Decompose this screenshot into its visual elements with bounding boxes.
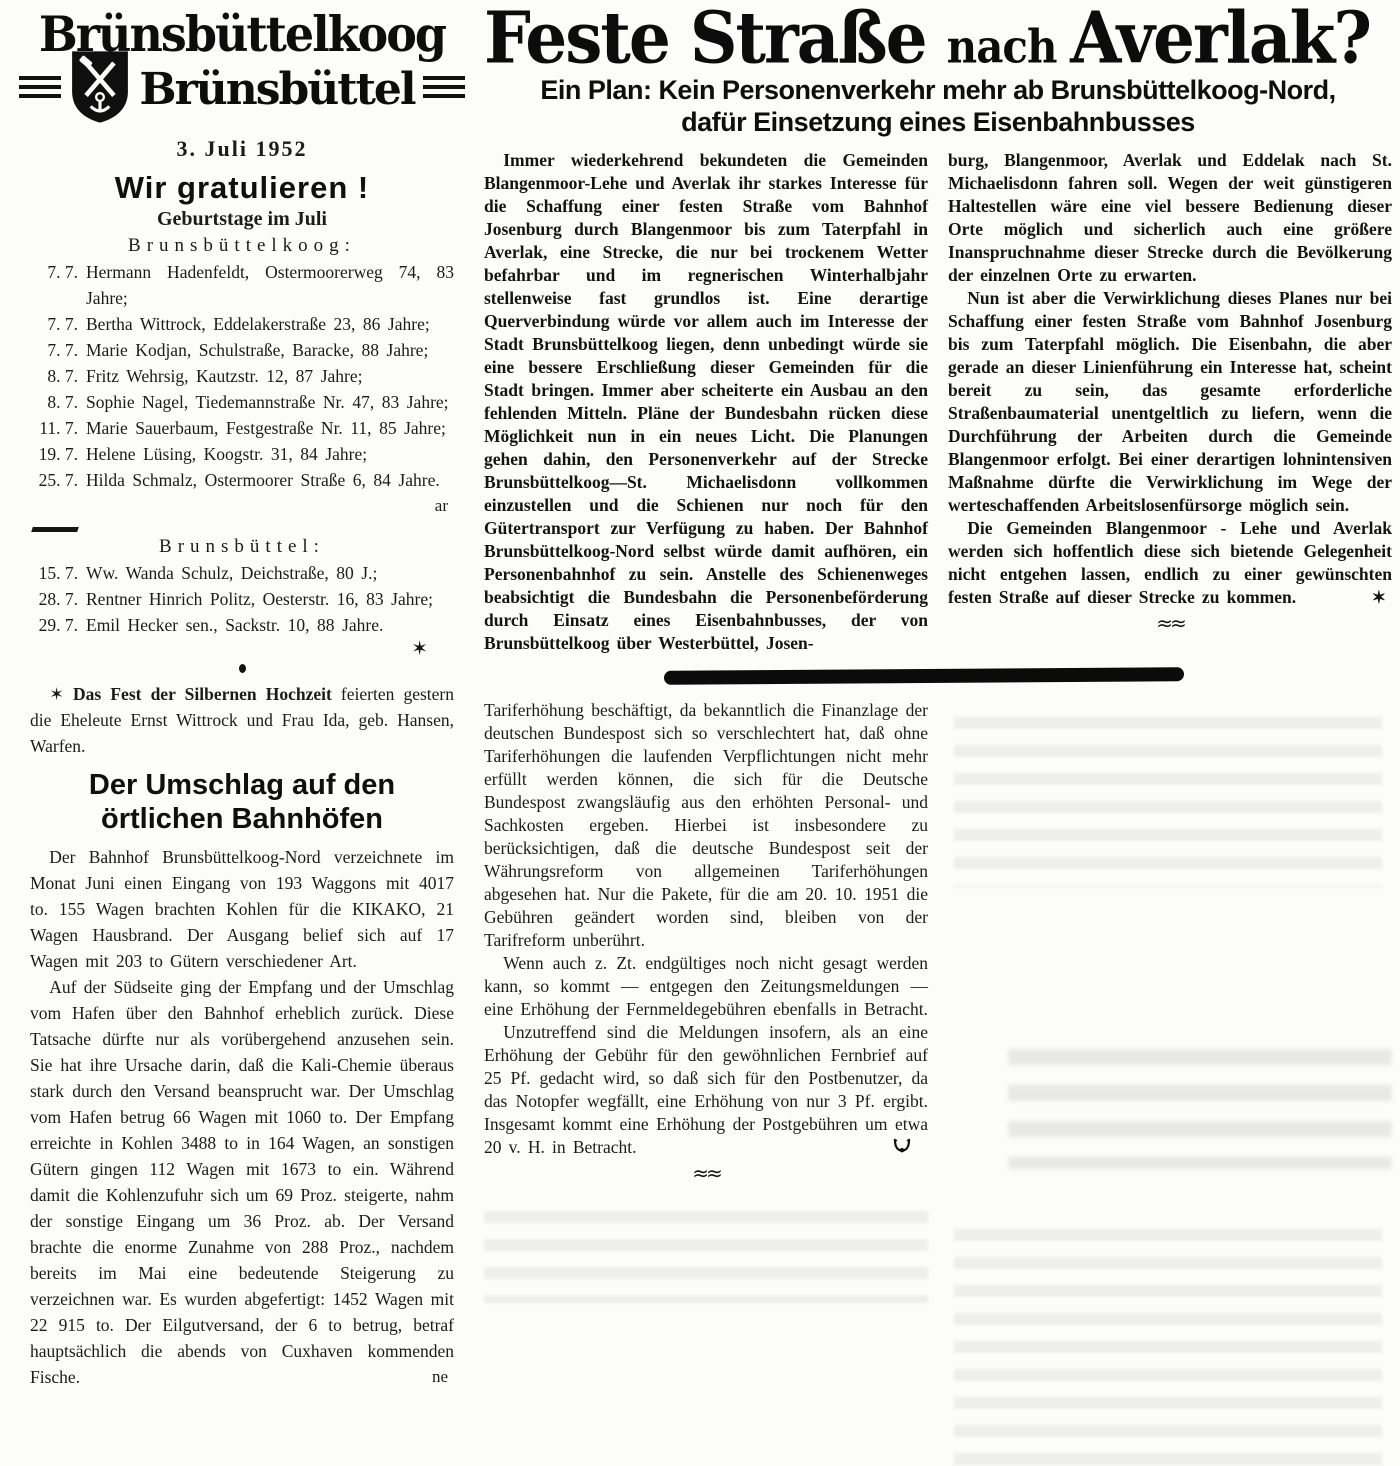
birthday-text: Fritz Wehrsig, Kautzstr. 12, 87 Jahre;	[86, 366, 363, 387]
bleed-through-ghost	[1008, 1049, 1392, 1169]
bleed-through-ghost	[484, 1211, 928, 1303]
birthday-text: Helene Lüsing, Koogstr. 31, 84 Jahre;	[86, 444, 368, 465]
silver-wedding-lead: Das Fest der Silbernen Hochzeit	[73, 684, 332, 705]
congrats-heading: Wir gratulieren !	[114, 170, 370, 206]
birthday-date: 7. 7.	[47, 314, 78, 335]
masthead-flourish-left	[19, 76, 61, 102]
lead-article-paragraph-3-text: Die Gemeinden Blangenmoor - Lehe und Averlak werden sich hoffentlich diese sich bietende Gelegenheit nicht entgehen lassen, endlich zu einer gewünschten festen Straße auf dieser Strecke zu kommen.	[948, 517, 1392, 607]
subheadline-line2: dafür Einsetzung eines Eisenbahnbusses	[681, 107, 1195, 138]
star-ornament: ✶	[1371, 587, 1386, 607]
lead-article-continuation: burg, Blangenmoor, Averlak und Eddelak nach St. Michaelisdonn fahren soll. Wegen der weit günstigeren Haltestellen wäre eine viel bessere Bedienung dieser Orte möglich und sicherlich auch eine größere Inanspruchnahme dieser Strecke durch die Bevölkerung der einzelnen Orte zu erwarten.	[948, 149, 1392, 285]
wavy-divider-icon: ≈≈	[692, 1160, 720, 1185]
umschlag-title-line1: Der Umschlag auf den	[88, 769, 396, 802]
lead-article-column-2	[948, 149, 1392, 655]
masthead-line1: Brünsbüttelkoog	[38, 5, 446, 63]
masthead-line2-text: Brünsbüttel	[139, 63, 415, 115]
star-ornament: ✶	[49, 684, 64, 705]
birthday-list-brunsbuettelkoog	[30, 259, 454, 519]
author-initials: ne	[431, 1366, 448, 1386]
birthday-text: Emil Hecker sen., Sackstr. 10, 88 Jahre.	[86, 615, 384, 636]
birthday-date: 11. 7.	[39, 418, 78, 439]
birthday-text: Marie Sauerbaum, Festgestraße Nr. 11, 85 Jahre;	[86, 418, 446, 439]
birthday-date: 19. 7.	[38, 444, 78, 465]
star-ornament: ✶	[411, 638, 428, 661]
main-headline	[484, 0, 1392, 80]
lead-article-paragraph-2: Nun ist aber die Verwirklichung dieses Planes nur bei Schaffung einer festen Straße vom Bahnhof Josenburg bis zum Taterpfahl möglich. Die Eisenbahn, die aber gerade an dieser Linienführung ein Interesse hat, scheint bereit zu sein, das gesamte erforderliche Straßenbaumaterial unentgeltlich zu liefern, wenn die Durchführung der Arbeiten durch die Gemeinde Blangenmoor erfolgt. Bei einer derartigen lohnintensiven Maßnahme dürfte die Verwirklichung im Wege der werteschaffenden Arbeitslosenfürsorge möglich sein.	[948, 287, 1392, 515]
birthday-date: 7. 7.	[47, 340, 78, 361]
post-article-paragraph-3-text: Unzutreffend sind die Meldungen insofern, als an eine Erhöhung der Gebühr für den gewöhnlichen Fernbrief auf 25 Pf. gedacht wird, so daß sich für den Postbenutzer, da das Notopfer wegfällt, eine Erhöhung von nur 3 Pf. ergibt. Insgesamt kommt eine Erhöhung der Postgebühren um etwa 20 v. H. in Betracht.	[484, 1021, 928, 1157]
ink-dot-ornament	[239, 664, 246, 673]
birthday-row	[30, 612, 454, 638]
birthday-date: 29. 7.	[38, 615, 78, 636]
birthday-date: 25. 7.	[38, 470, 78, 491]
subheadline-line1: Ein Plan: Kein Personenverkehr mehr ab Brunsbüttelkoog-Nord,	[540, 75, 1336, 105]
birthday-text: Hermann Hadenfeldt, Ostermoorerweg 74, 83 Jahre;	[86, 262, 454, 309]
umschlag-paragraph-2	[30, 974, 454, 1390]
lead-article-columns	[484, 149, 1392, 655]
birthday-row	[30, 586, 454, 612]
bottom-columns	[484, 699, 1392, 1303]
birthday-row	[30, 415, 454, 441]
birthday-date: 28. 7.	[38, 589, 78, 610]
headline-part1: Feste Straße	[484, 0, 947, 80]
main-area	[470, 0, 1400, 1466]
birthday-date: 7. 7.	[47, 262, 78, 283]
silver-wedding-rest: feierten gestern die Eheleute Ernst Wittrock und Frau Ida, geb. Hansen, Warfen.	[30, 684, 454, 757]
masthead-line2	[30, 52, 454, 126]
umschlag-paragraph-2-text: Auf der Südseite ging der Empfang und der Umschlag vom Hafen über den Bahnhof erheblich zurück. Diese Tatsache dürfte nur als vorübergehend anzusehen sein. Sie hat ihre Ursache darin, daß die Kali-Chemie überaus stark durch den Versand beansprucht war. Der Umschlag vom Hafen betrug 66 Wagen mit 1060 to. Der Empfang erreichte in Kohlen 3488 to in 164 Wagen, an sonstigen Gütern gingen 112 Wagen mit 1673 to ein. Während damit die Kohlenzufuhr sich um 69 Proz. steigerte, nahm der sonstige Eingang um 36 Proz. ab. Der Versand brachte die enorme Zunahme von 288 Proz., nachdem bereits im Mai eine bedeutende Steigerung zu verzeichnen war. Es wurden abgefertigt: 1452 Wagen mit 22 915 to. Der Eilgutversand, der 6 to betrug, betraf hauptsächlich die abends von Cuxhaven kommenden Fische.	[30, 976, 454, 1387]
birthday-row	[30, 560, 454, 586]
birthday-text: Rentner Hinrich Politz, Oesterstr. 16, 83 Jahre;	[86, 589, 433, 610]
birthday-date: 8. 7.	[47, 392, 78, 413]
umschlag-paragraph-1: Der Bahnhof Brunsbüttelkoog-Nord verzeichnete im Monat Juni einen Eingang von 193 Waggons mit 4017 to. 155 Wagen brachten Kohlen für die KIKAKO, 21 Wagen Hausbrand. Der Ausgang belief sich auf 17 Wagen mit 203 to Gütern verschiedener Art.	[30, 846, 454, 971]
silver-wedding-notice	[30, 681, 454, 759]
lead-article-paragraph-3	[948, 517, 1392, 609]
bleed-through-ghost	[954, 717, 1382, 887]
birthday-text	[86, 467, 454, 519]
post-article-paragraph-2: Wenn auch z. Zt. endgültiges noch nicht gesagt werden kann, so kommt — entgegen den Zeitungsmeldungen — eine Erhöhung der Fernmeldegebühren ebenfalls in Betracht.	[484, 952, 928, 1019]
birthday-row	[30, 389, 454, 415]
group1-heading: Brunsbüttelkoog:	[128, 235, 356, 257]
birthday-row	[30, 337, 454, 363]
post-article-paragraph-3	[484, 1021, 928, 1159]
author-initials: ar	[434, 496, 448, 516]
headline-nach: nach	[946, 20, 1071, 74]
lead-article-column-1	[484, 149, 928, 655]
post-article-paragraph-1: Tariferhöhung beschäftigt, da bekanntlich die Finanzlage der deutschen Bundespost sich so verschlechtert hat, daß ohne Tariferhöhungen die laufenden Verpflichtungen nicht mehr erfüllt werden können, die sich für die Deutsche Bundespost zwangsläufig aus den erhöhten Personal- und Sachkosten ergeben. Hierbei ist insbesondere zu berücksichtigen, daß die deutsche Bundespost seit der Währungsreform von allgemeinen Tariferhöhungen abgesehen hat. Nur die Pakete, für die am 20. 10. 1951 die Gebühren geändert worden sind, bleiben von der Tarifreform unberührt.	[484, 699, 928, 950]
left-column	[0, 0, 470, 1466]
congrats-subheading: Geburtstage im Juli	[157, 208, 327, 231]
birthday-text-inner: Hilda Schmalz, Ostermoorer Straße 6, 84 Jahre.	[86, 470, 440, 491]
umschlag-article-title	[30, 769, 454, 836]
group2-heading: Brunsbüttel:	[159, 536, 325, 558]
birthday-row	[30, 441, 454, 467]
birthday-text: Bertha Wittrock, Eddelakerstraße 23, 86 Jahre;	[86, 314, 430, 335]
birthday-row	[30, 467, 454, 519]
headline-part2: Averlak?	[1070, 0, 1371, 80]
birthday-row	[30, 311, 454, 337]
birthday-date: 8. 7.	[47, 366, 78, 387]
masthead-flourish-right	[423, 76, 465, 102]
issue-date: 3. Juli 1952	[176, 136, 308, 162]
wavy-divider-icon: ≈≈	[1156, 610, 1184, 635]
lead-article-paragraph-1: Immer wiederkehrend bekundeten die Gemeinden Blangenmoor-Lehe und Averlak ihr starkes Interesse für die Schaffung einer festen Straße vom Bahnhof Josenburg durch Blangenmoor bis zum Taterpfahl in Averlak, eine Strecke, die nur bei trockenem Wetter befahrbar und im regnerischen Winterhalbjahr stellenweise fast grundlos ist. Eine derartige Querverbindung würde vor allem auch im Interesse der Stadt Brunsbüttelkoog liegen, denn unbedingt würde sie eine bessere Erschließung dieser Gemeinden für die Stadt bringen. Immer aber scheiterte ein Ausbau an den fehlenden Mitteln. Pläne der Bundesbahn rücken diese Möglichkeit nun in ein neues Licht. Die Planungen gehen dahin, den Personenverkehr auf der Strecke Brunsbüttelkoog—St. Michaelisdonn vollkommen einzustellen und die Schienen nur noch für den Gütertransport zur Verfügung zu haben. Der Bahnhof Brunsbüttelkoog-Nord selbst würde damit aufhören, ein Personenbahnhof zu sein. Anstelle des Schienenweges beabsichtigt die Bundesbahn die Personenbeförderung durch Einsatz eines Eisenbahnbusses, der von Brunsbüttelkoog über Westerbüttel, Josen-	[484, 149, 928, 653]
birthday-list-brunsbuettel	[30, 560, 454, 638]
birthday-row	[30, 363, 454, 389]
bleed-through-ghost	[954, 1229, 1382, 1466]
birthday-text: Sophie Nagel, Tiedemannstraße Nr. 47, 83 Jahre;	[86, 392, 449, 413]
masthead	[30, 5, 454, 126]
post-horn-icon	[873, 1136, 918, 1159]
section-dash-divider	[31, 527, 79, 532]
redacted-headline-bar	[664, 667, 1184, 685]
subheadline	[484, 74, 1392, 139]
ghost-column	[948, 699, 1392, 1303]
umschlag-title-line2: örtlichen Bahnhöfen	[101, 802, 383, 835]
birthday-row	[30, 259, 454, 311]
birthday-text: Marie Kodjan, Schulstraße, Baracke, 88 Jahre;	[86, 340, 429, 361]
birthday-date: 15. 7.	[38, 563, 78, 584]
post-article-column	[484, 699, 928, 1303]
birthday-text: Ww. Wanda Schulz, Deichstraße, 80 J.;	[86, 563, 378, 584]
